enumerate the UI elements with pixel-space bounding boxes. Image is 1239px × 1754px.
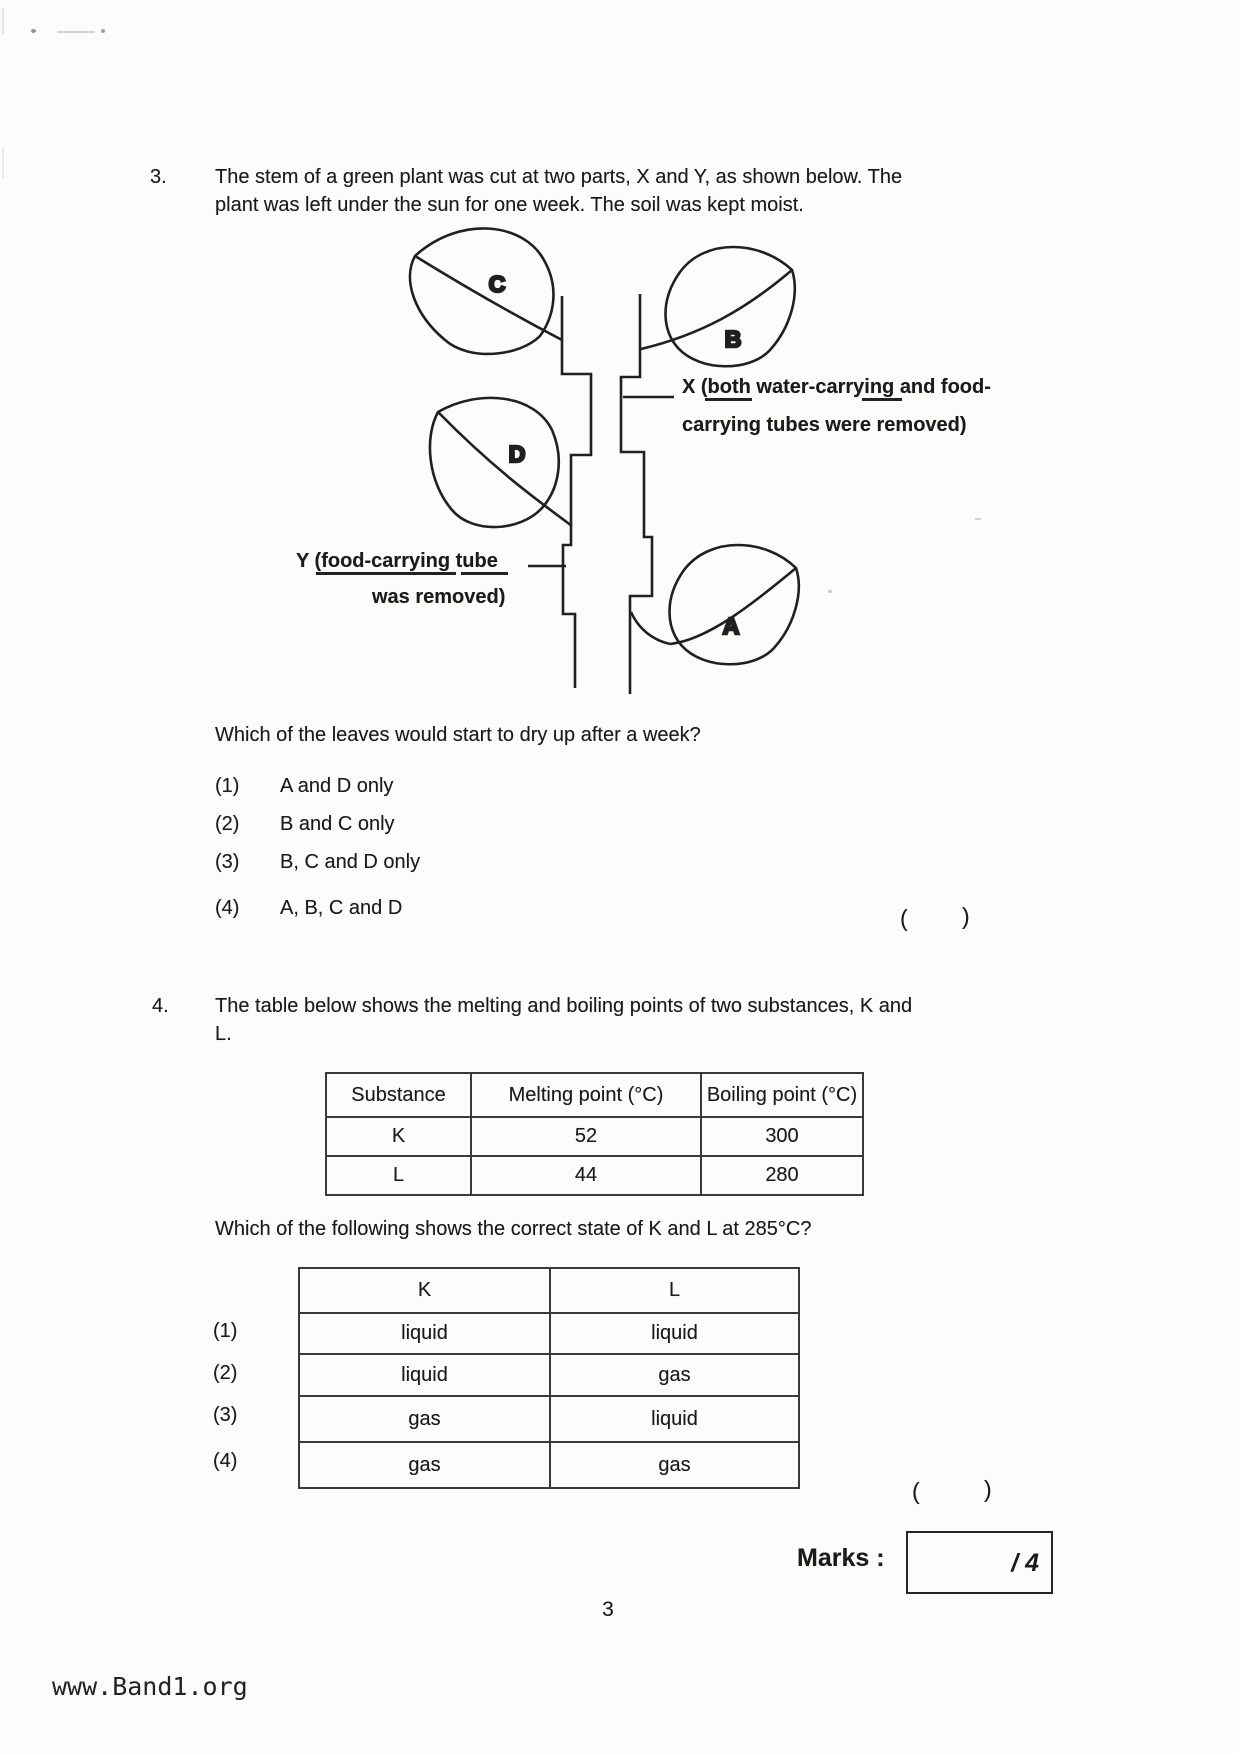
q3-option-2-text: B and C only	[280, 813, 395, 835]
scan-edge-mark	[2, 8, 4, 34]
cell-k-boiling: 300	[701, 1117, 863, 1156]
q3-number: 3.	[150, 166, 167, 188]
q4-answer-bracket-close: )	[984, 1476, 992, 1502]
scan-speck	[101, 29, 105, 33]
cell-l-melting: 44	[471, 1156, 701, 1195]
table-row	[299, 1354, 799, 1396]
q3-option-4-text: A, B, C and D	[280, 897, 403, 919]
underline-ying	[862, 398, 902, 401]
marks-label: Marks :	[797, 1544, 885, 1572]
leaf-a-outline	[670, 545, 799, 664]
q4-row-label-2: (2)	[213, 1362, 238, 1384]
header-l: L	[550, 1268, 799, 1313]
cell-substance-k: K	[326, 1117, 471, 1156]
marks-box	[906, 1531, 1053, 1594]
q3-statement-line2: plant was left under the sun for one week. The soil was kept moist.	[215, 194, 804, 216]
q3-option-2-num: (2)	[215, 813, 240, 835]
scan-speck	[31, 29, 36, 33]
plant-stem-diagram	[290, 215, 970, 695]
q4-statement-line2: L.	[215, 1023, 232, 1045]
q4-row-label-1: (1)	[213, 1320, 238, 1342]
leaf-b-midrib	[641, 270, 792, 349]
cell-opt2-l: gas	[550, 1354, 799, 1396]
header-melting-point: Melting point (°C)	[471, 1073, 701, 1117]
header-substance: Substance	[326, 1073, 471, 1117]
table-header-row	[326, 1073, 863, 1117]
scan-edge-mark	[2, 148, 4, 178]
cell-opt2-k: liquid	[299, 1354, 550, 1396]
leaf-d-outline	[430, 398, 559, 527]
table-header-row	[299, 1268, 799, 1313]
leaf-c-midrib	[415, 256, 562, 340]
header-boiling-point: Boiling point (°C)	[701, 1073, 863, 1117]
q3-option-4-num: (4)	[215, 897, 240, 919]
leaf-a-label: A	[722, 613, 740, 639]
x-cut-label-line1: X (both water-carrying and food-	[682, 376, 991, 398]
table-row	[326, 1117, 863, 1156]
marks-value: / 4	[1011, 1549, 1039, 1577]
underline-food-carrying	[316, 572, 456, 575]
q3-question: Which of the leaves would start to dry up after a week?	[215, 724, 701, 746]
cell-opt3-k: gas	[299, 1396, 550, 1442]
header-k: K	[299, 1268, 550, 1313]
q3-option-1-text: A and D only	[280, 775, 394, 797]
state-options-table	[298, 1267, 800, 1489]
cell-opt1-l: liquid	[550, 1313, 799, 1354]
scan-dash	[57, 31, 95, 33]
table-row	[326, 1156, 863, 1195]
q4-row-label-4: (4)	[213, 1450, 238, 1472]
q3-answer-bracket-close: )	[962, 903, 970, 929]
y-cut-label-line1: Y (food-carrying tube	[296, 550, 498, 572]
q3-option-3-text: B, C and D only	[280, 851, 421, 873]
leaf-c-outline	[410, 228, 553, 354]
cell-opt4-k: gas	[299, 1442, 550, 1488]
cell-opt4-l: gas	[550, 1442, 799, 1488]
q3-statement-line1: The stem of a green plant was cut at two parts, X and Y, as shown below. The	[215, 166, 903, 188]
leaf-d-label: D	[508, 441, 526, 467]
page-number: 3	[602, 1598, 614, 1621]
q4-number: 4.	[152, 995, 169, 1017]
underline-both	[705, 398, 752, 401]
q4-statement-line1: The table below shows the melting and boiling points of two substances, K and	[215, 995, 913, 1017]
cell-substance-l: L	[326, 1156, 471, 1195]
q3-answer-bracket-open: (	[900, 905, 908, 931]
q3-option-1-num: (1)	[215, 775, 240, 797]
x-cut-label-line2: carrying tubes were removed)	[682, 414, 967, 436]
q4-question: Which of the following shows the correct state of K and L at 285°C?	[215, 1218, 812, 1240]
y-cut-label-line2: was removed)	[372, 586, 506, 608]
table-row	[299, 1313, 799, 1354]
leaf-c-label: C	[488, 271, 506, 297]
leaf-a-petiole	[631, 612, 670, 644]
stem-left-line	[562, 296, 591, 688]
cell-l-boiling: 280	[701, 1156, 863, 1195]
underline-tube	[461, 572, 508, 575]
table-row	[299, 1442, 799, 1488]
leaf-b-label: B	[724, 326, 742, 352]
scan-dash	[975, 518, 981, 520]
q4-row-label-3: (3)	[213, 1404, 238, 1426]
q4-answer-bracket-open: (	[912, 1478, 920, 1504]
q3-option-3-num: (3)	[215, 851, 240, 873]
watermark-band1: www.Band1.org	[52, 1672, 248, 1701]
cell-opt3-l: liquid	[550, 1396, 799, 1442]
table-row	[299, 1396, 799, 1442]
melting-boiling-table	[325, 1072, 864, 1196]
cell-k-melting: 52	[471, 1117, 701, 1156]
cell-opt1-k: liquid	[299, 1313, 550, 1354]
